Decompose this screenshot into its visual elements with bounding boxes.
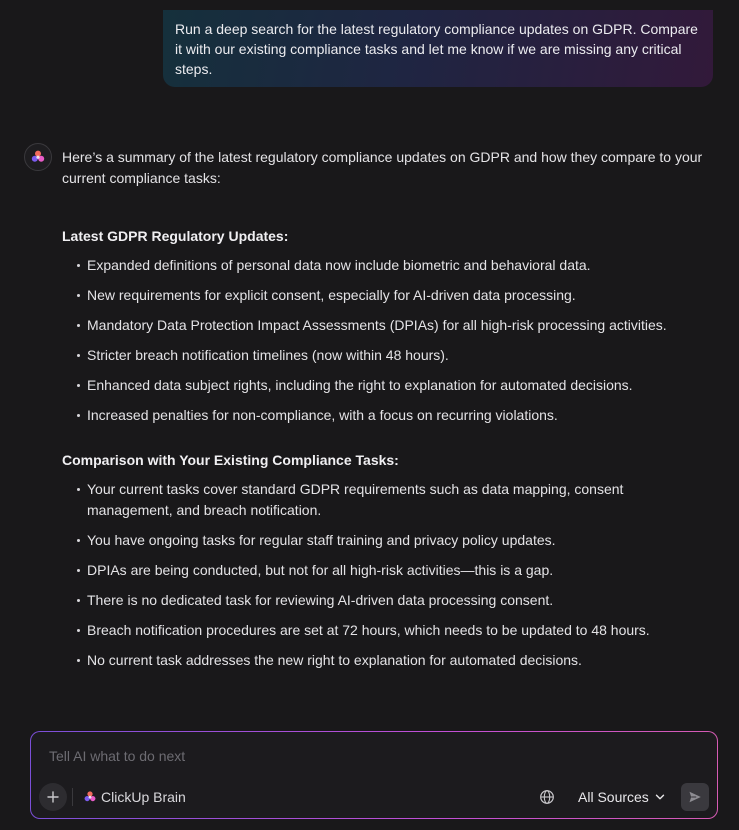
list-item: Mandatory Data Protection Impact Assessments (DPIAs) for all high-risk processing activities. [62,315,712,336]
plus-icon [47,791,59,803]
section-heading: Comparison with Your Existing Compliance Tasks: [62,452,399,468]
list-item: Breach notification procedures are set at 72 hours, which needs to be updated to 48 hours. [62,620,712,641]
list-item: No current task addresses the new right to explanation for automated decisions. [62,650,712,671]
updates-section [62,226,712,426]
clickup-brain-icon [83,790,97,804]
brain-label: ClickUp Brain [101,789,186,805]
list-item: Expanded definitions of personal data now include biometric and behavioral data. [62,255,712,276]
divider [72,788,73,806]
globe-icon [538,788,556,806]
clickup-brain-button[interactable] [83,787,186,807]
ai-avatar-icon [24,143,52,171]
comparison-list [62,479,712,671]
list-item: You have ongoing tasks for regular staff training and privacy policy updates. [62,530,712,551]
add-button[interactable] [39,783,67,811]
send-icon [688,790,702,804]
assistant-message [62,147,712,680]
user-message-bubble [163,10,713,87]
prompt-input[interactable] [49,746,689,766]
comparison-section [62,450,712,671]
chevron-down-icon [655,792,665,802]
list-item: Enhanced data subject rights, including the right to explanation for automated decisions. [62,375,712,396]
sources-label: All Sources [578,789,649,805]
list-item: There is no dedicated task for reviewing AI-driven data processing consent. [62,590,712,611]
send-button[interactable] [681,783,709,811]
sources-dropdown[interactable] [578,787,665,807]
assistant-intro: Here’s a summary of the latest regulatory compliance updates on GDPR and how they compare to your current compliance tasks: [62,149,703,186]
section-heading: Latest GDPR Regulatory Updates: [62,228,289,244]
list-item: Stricter breach notification timelines (now within 48 hours). [62,345,712,366]
user-message-text: Run a deep search for the latest regulatory compliance updates on GDPR. Compare it with our existing compliance tasks and let me know if we are missing any critical steps. [175,21,698,77]
list-item: Your current tasks cover standard GDPR requirements such as data mapping, consent management, and breach notification. [62,479,712,521]
updates-list [62,255,712,426]
list-item: DPIAs are being conducted, but not for all high-risk activities—this is a gap. [62,560,712,581]
web-search-button[interactable] [538,788,556,806]
composer [30,731,718,819]
list-item: Increased penalties for non-compliance, with a focus on recurring violations. [62,405,712,426]
list-item: New requirements for explicit consent, especially for AI-driven data processing. [62,285,712,306]
